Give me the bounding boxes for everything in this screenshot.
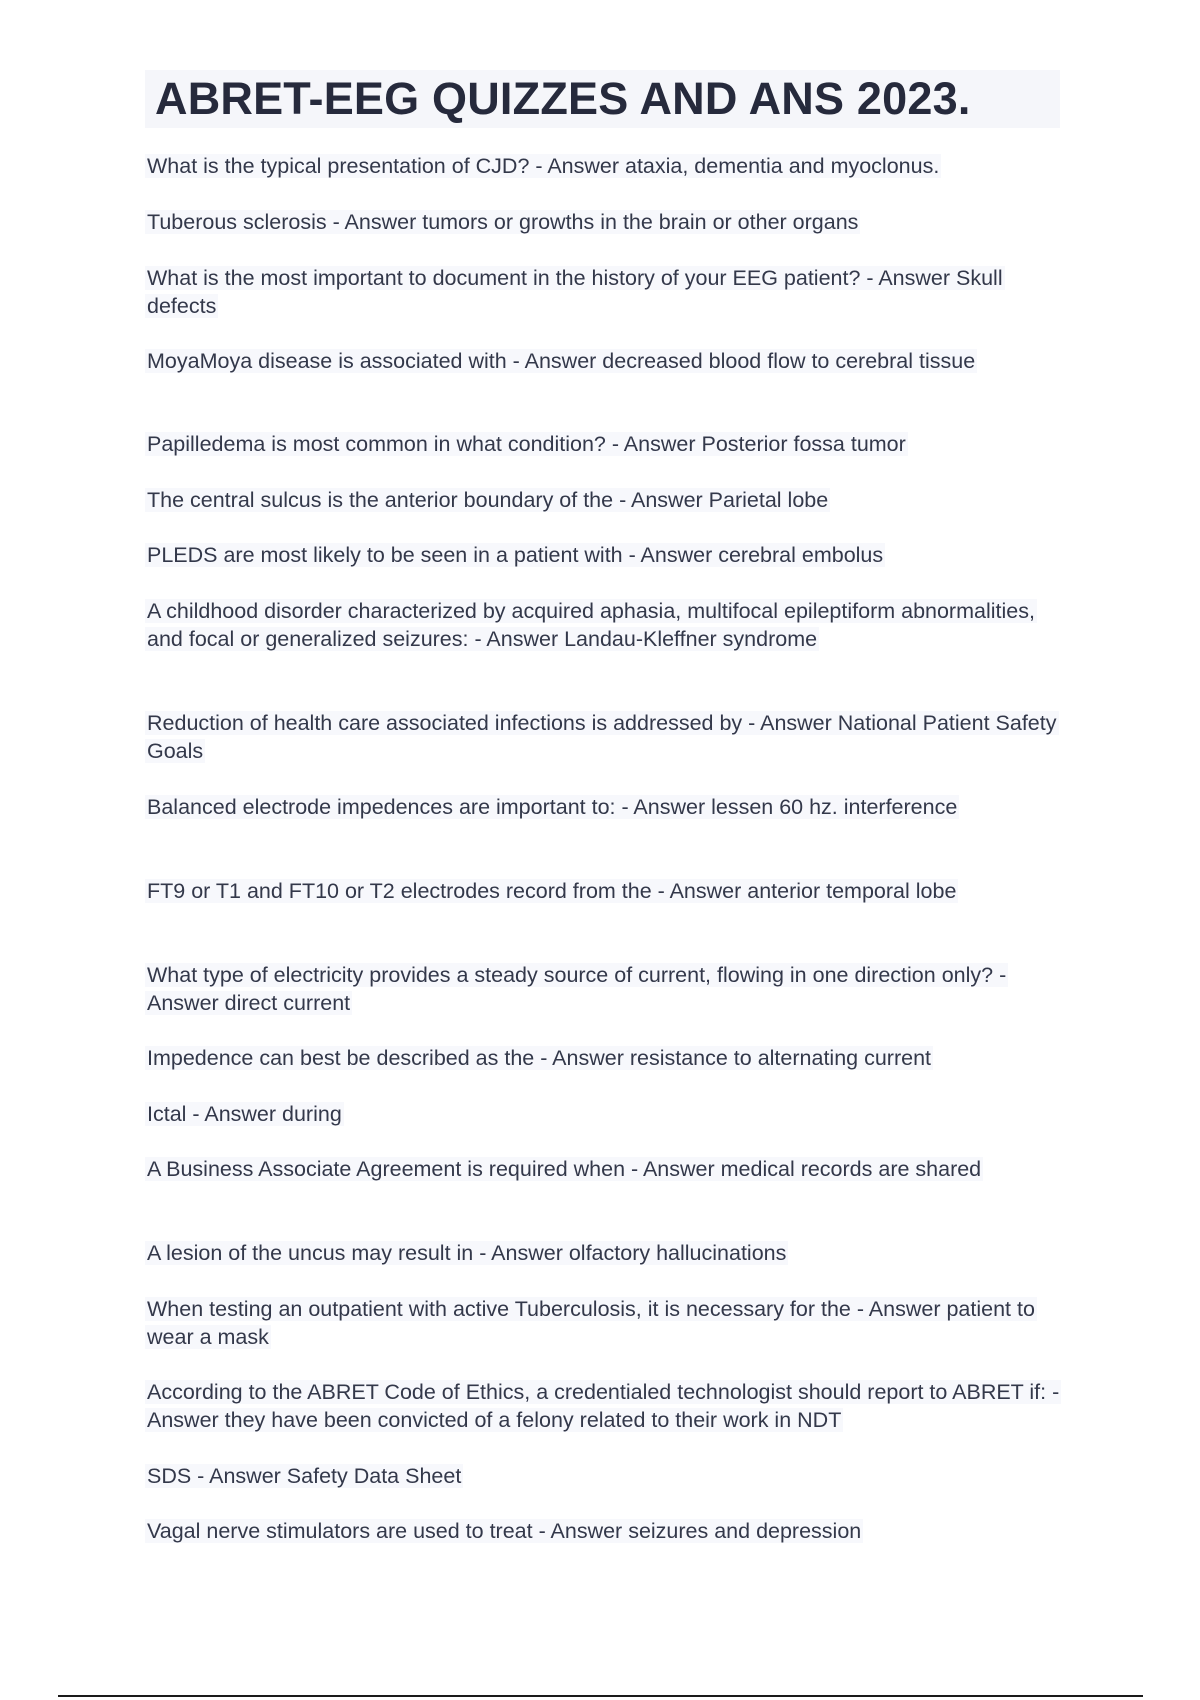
- qa-item-19: [145, 1462, 1065, 1490]
- qa-text: Papilledema is most common in what condition? - Answer Posterior fossa tumor: [147, 432, 906, 456]
- qa-text: What is the most important to document in the history of your EEG patient? - Answer Skull defects: [147, 266, 1003, 318]
- qa-item-11: [145, 877, 1065, 905]
- qa-text: When testing an outpatient with active Tuberculosis, it is necessary for the - Answer patient to wear a mask: [147, 1297, 1035, 1349]
- document-title: ABRET-EEG QUIZZES AND ANS 2023.: [155, 73, 971, 124]
- qa-item-16: [145, 1239, 1065, 1267]
- qa-text: Balanced electrode impedences are important to: - Answer lessen 60 hz. interference: [147, 795, 958, 819]
- qa-item-15: [145, 1155, 1065, 1183]
- qa-text: Tuberous sclerosis - Answer tumors or growths in the brain or other organs: [147, 210, 859, 234]
- qa-text: A lesion of the uncus may result in - Answer olfactory hallucinations: [147, 1241, 787, 1265]
- qa-item-9: [145, 709, 1065, 765]
- qa-text: Reduction of health care associated infections is addressed by - Answer National Patient Safety Goals: [147, 711, 1057, 763]
- qa-item-18: [145, 1378, 1065, 1434]
- qa-item-20: [145, 1517, 1065, 1545]
- qa-text: MoyaMoya disease is associated with - Answer decreased blood flow to cerebral tissue: [147, 349, 976, 373]
- qa-text: What is the typical presentation of CJD? - Answer ataxia, dementia and myoclonus.: [147, 154, 940, 178]
- qa-text: The central sulcus is the anterior boundary of the - Answer Parietal lobe: [147, 488, 829, 512]
- qa-text: A childhood disorder characterized by acquired aphasia, multifocal epileptiform abnormalities, and focal or generalized seizures: - Answer Landau-Kleffner syndrome: [147, 599, 1035, 651]
- qa-item-7: [145, 541, 1065, 569]
- qa-text: Ictal - Answer during: [147, 1102, 342, 1126]
- qa-item-5: [145, 430, 1065, 458]
- qa-item-6: [145, 486, 1065, 514]
- qa-item-8: [145, 597, 1065, 653]
- qa-item-4: [145, 347, 1065, 375]
- qa-text: According to the ABRET Code of Ethics, a credentialed technologist should report to ABRET if: - Answer they have been convicted of a felony related to their work in NDT: [147, 1380, 1060, 1432]
- qa-item-1: [145, 152, 1065, 180]
- qa-text: What type of electricity provides a steady source of current, flowing in one direction only? - Answer direct current: [147, 963, 1007, 1015]
- qa-text: SDS - Answer Safety Data Sheet: [147, 1464, 462, 1488]
- qa-item-17: [145, 1295, 1065, 1351]
- footer-divider: [58, 1695, 1143, 1697]
- qa-text: PLEDS are most likely to be seen in a patient with - Answer cerebral embolus: [147, 543, 884, 567]
- qa-item-3: [145, 264, 1065, 320]
- qa-item-14: [145, 1100, 1065, 1128]
- qa-text: FT9 or T1 and FT10 or T2 electrodes record from the - Answer anterior temporal lobe: [147, 879, 957, 903]
- qa-item-2: [145, 208, 1065, 236]
- qa-item-12: [145, 961, 1065, 1017]
- qa-text: A Business Associate Agreement is required when - Answer medical records are shared: [147, 1157, 982, 1181]
- qa-text: Impedence can best be described as the - Answer resistance to alternating current: [147, 1046, 931, 1070]
- qa-item-13: [145, 1044, 1065, 1072]
- qa-text: Vagal nerve stimulators are used to treat - Answer seizures and depression: [147, 1519, 862, 1543]
- qa-item-10: [145, 793, 1065, 821]
